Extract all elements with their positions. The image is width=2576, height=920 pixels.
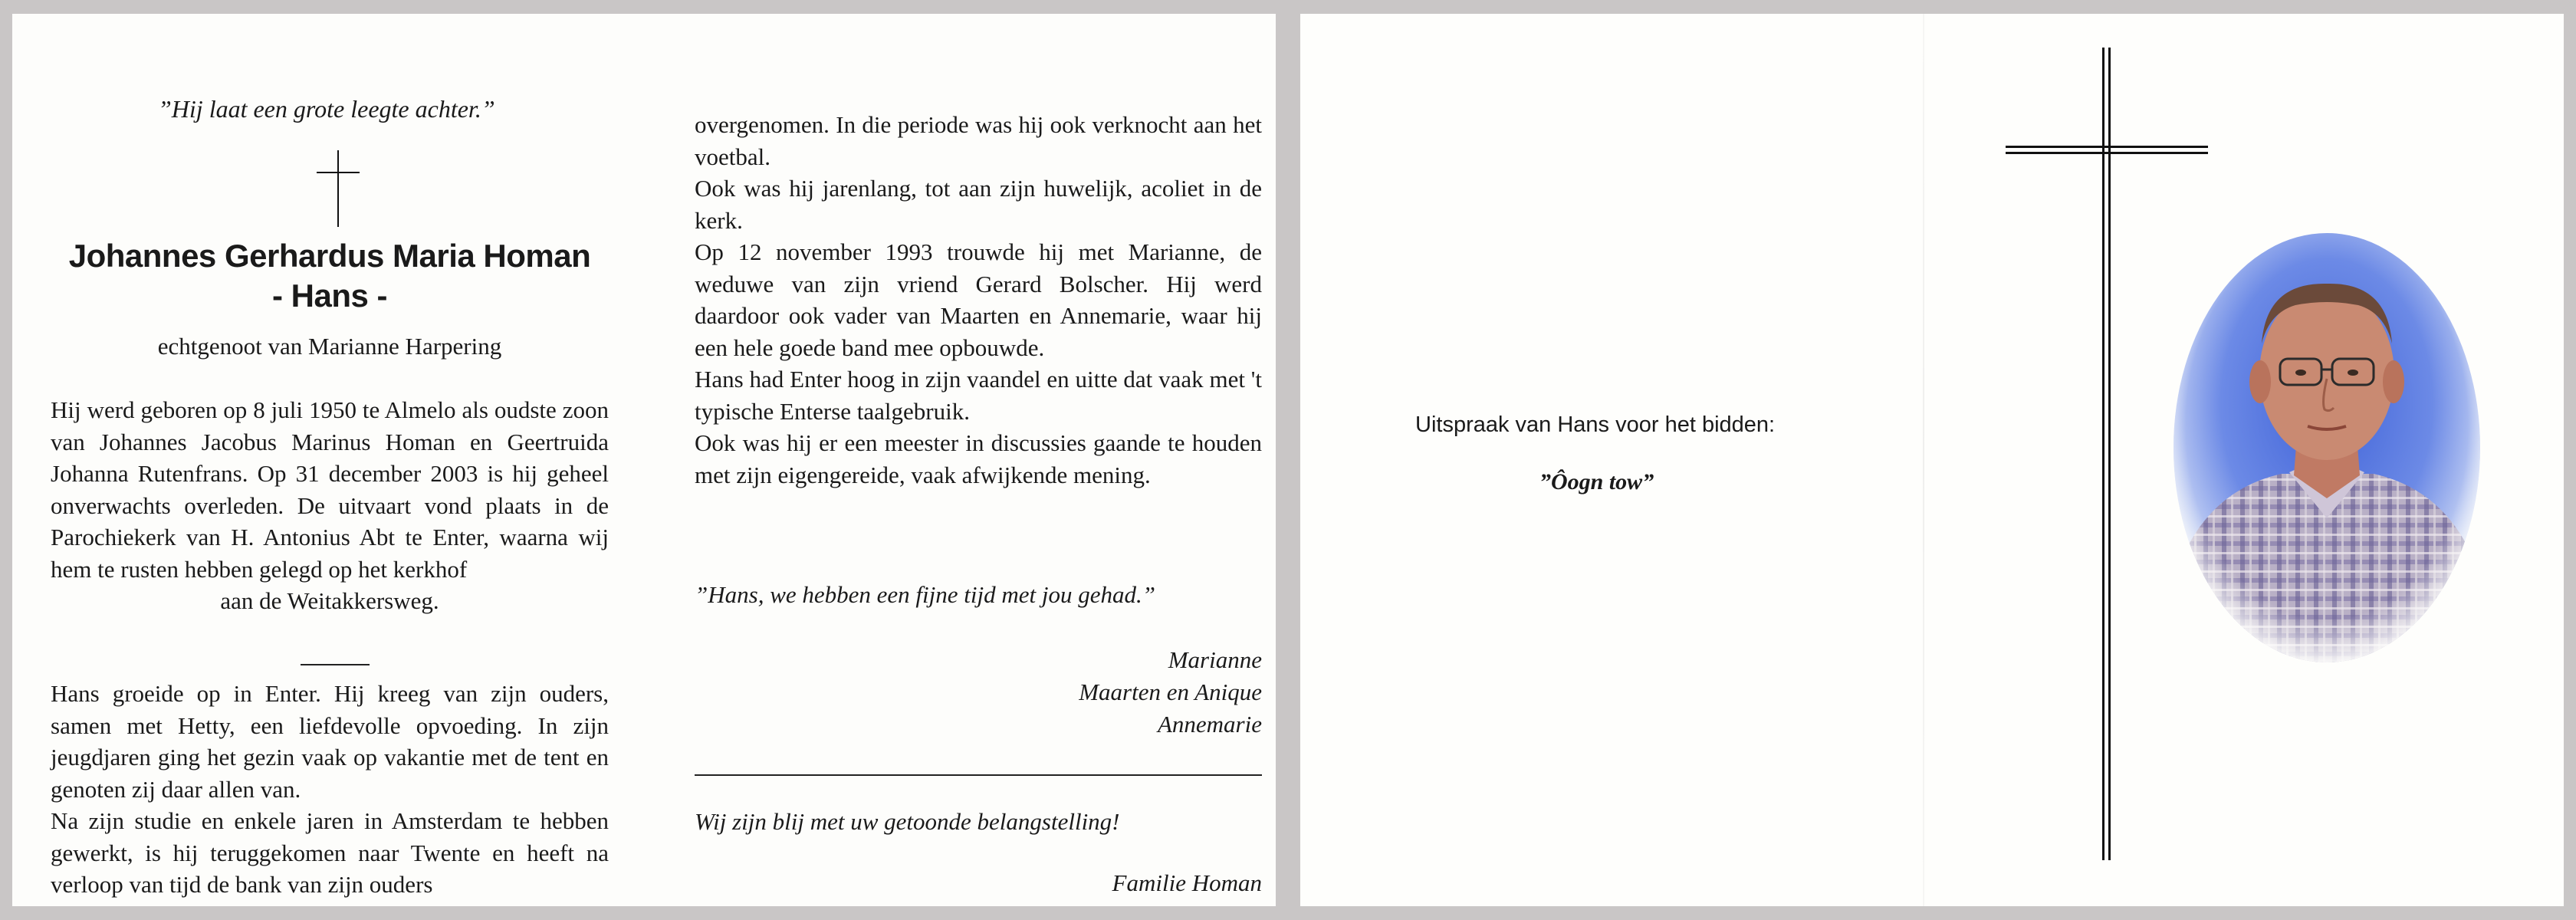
bio-text-5: Ook was hij jarenlang, tot aan zijn huwelijk, acoliet in de kerk.	[695, 175, 1262, 234]
bio-text-4: overgenomen. In die periode was hij ook verknocht aan het voetbal.	[695, 111, 1262, 170]
bio-text-1-last: aan de Weitakkersweg.	[220, 587, 439, 614]
family-signature: Familie Homan	[1112, 869, 1262, 896]
bio-text-7: Hans had Enter hoog in zijn vaandel en uitte dat vaak met 't typische Enterse taalgebruik.	[695, 366, 1262, 425]
short-divider	[301, 664, 370, 665]
cross-icon	[317, 150, 360, 227]
bio-text-6: Op 12 november 1993 trouwde hij met Marianne, de weduwe van zijn vriend Gerard Bolscher. Hij werd daardoor ook vader van Maarten en Annemarie, waar hij een hele goede band mee opbouwde.	[695, 238, 1262, 361]
family-member: Annemarie	[1157, 711, 1262, 738]
bio-paragraphs-2	[51, 678, 609, 901]
thanks-note: Wij zijn blij met uw getoonde belangstelling!	[695, 808, 1120, 835]
spouse-line: echtgenoot van Marianne Harpering	[157, 333, 502, 360]
bio-text-2: Hans groeide op in Enter. Hij kreeg van zijn ouders, samen met Hetty, een liefdevolle opvoeding. In zijn jeugdjaren ging het gezin vaak op vakantie met de tent en genoten zij daar allen van.	[51, 680, 609, 803]
card-left-page	[12, 14, 1276, 906]
family-list	[1079, 644, 1262, 741]
bio-text-3: Na zijn studie en enkele jaren in Amsterdam te hebben gewerkt, is hij teruggekomen naar Twente en heeft na verloop van tijd de bank van zijn ouders	[51, 807, 609, 898]
prayer-label: Uitspraak van Hans voor het bidden:	[1415, 412, 1776, 437]
opening-quote: ”Hij laat een grote leegte achter.”	[158, 95, 495, 123]
nickname: - Hans -	[271, 278, 387, 314]
family-member: Marianne	[1168, 646, 1262, 673]
bio-continued	[695, 109, 1262, 491]
horizontal-rule	[695, 774, 1262, 776]
bio-text-1: Hij werd geboren op 8 juli 1950 te Almelo als oudste zoon van Johannes Jacobus Marinus Homan en Geertruida Johanna Rutenfrans. Op 31 december 2003 is hij geheel onverwachts overleden. De uitvaart vond plaats in de Parochiekerk van H. Antonius Abt te Enter, waarna wij hem te rusten hebben gelegd op het kerkhof	[51, 396, 609, 583]
deceased-name	[51, 236, 609, 316]
closing-quote: ”Hans, we hebben een fijne tijd met jou gehad.”	[695, 581, 1155, 608]
prayer-saying: ”Ôogn tow”	[1539, 469, 1654, 495]
full-name: Johannes Gerhardus Maria Homan	[68, 238, 591, 274]
family-member: Maarten en Anique	[1079, 678, 1262, 705]
card-right-page	[1300, 14, 2564, 906]
bio-paragraph-1	[51, 394, 609, 617]
portrait-photo	[2167, 228, 2487, 667]
bio-text-8: Ook was hij er een meester in discussies gaande te houden met zijn eigengereide, vaak afwijkende mening.	[695, 429, 1262, 488]
card-fold	[1923, 14, 1924, 906]
